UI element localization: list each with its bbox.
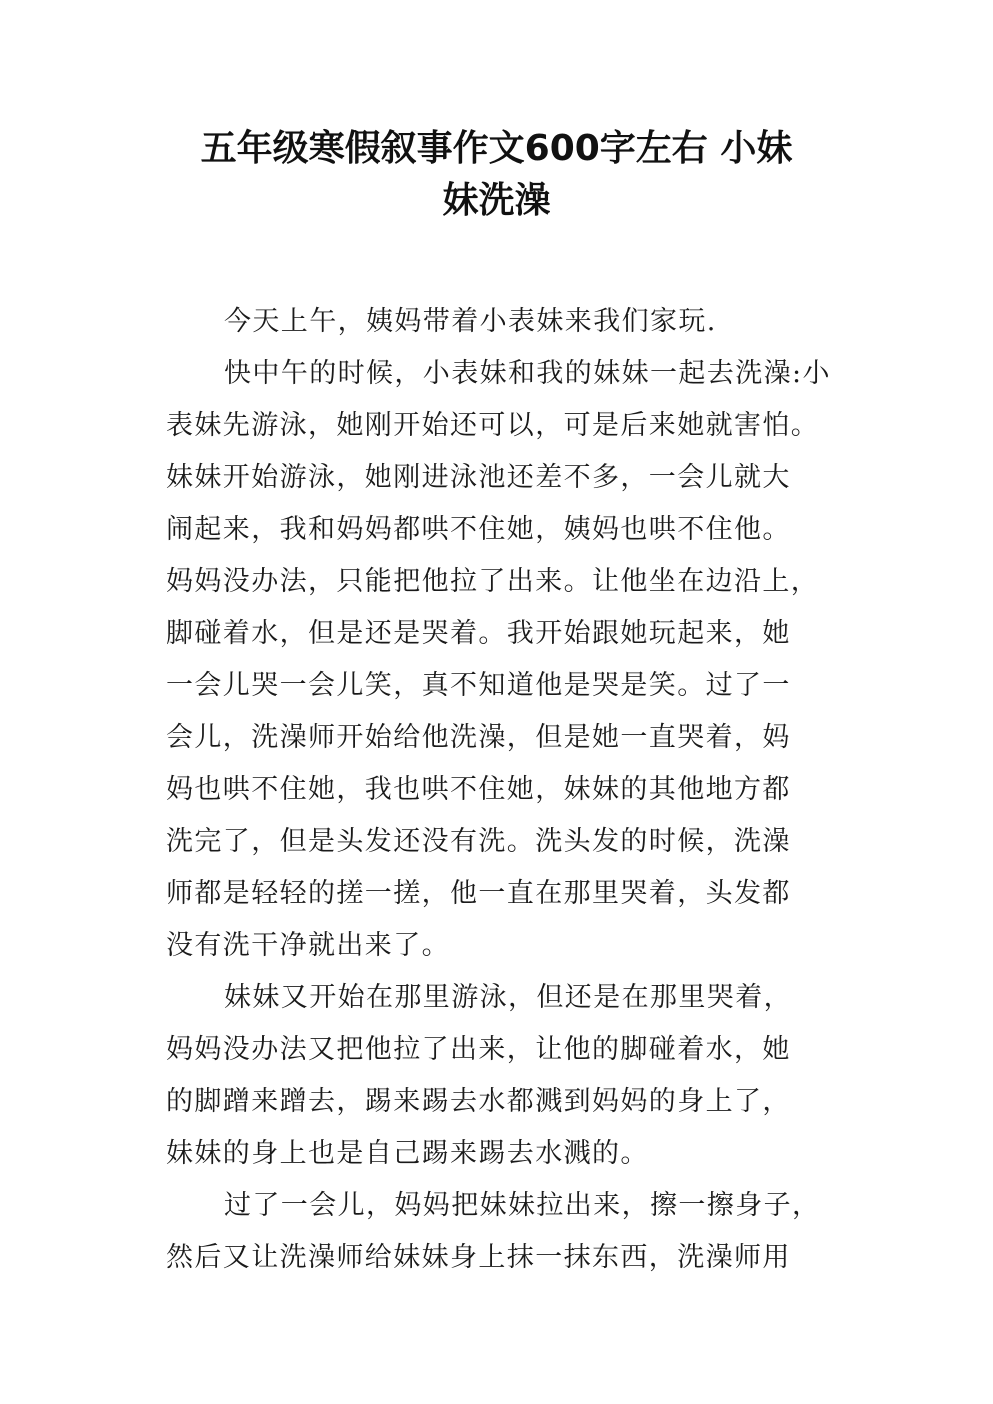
- document-title-line-2: 妹洗澡: [442, 180, 551, 221]
- body-line: 没有洗干净就出来了。: [166, 930, 450, 961]
- body-line: 一会儿哭一会儿笑，真不知道他是哭是笑。过了一: [166, 670, 791, 701]
- body-line: 妹妹又开始在那里游泳，但还是在那里哭着，: [224, 982, 792, 1013]
- body-line: 妈也哄不住她，我也哄不住她，妹妹的其他地方都: [166, 774, 791, 805]
- body-line: 脚碰着水，但是还是哭着。我开始跟她玩起来，她: [166, 618, 791, 649]
- body-line: 表妹先游泳，她刚开始还可以，可是后来她就害怕。: [166, 410, 820, 441]
- body-line: 快中午的时候，小表妹和我的妹妹一起去洗澡:小: [224, 358, 831, 389]
- body-line: 今天上午，姨妈带着小表妹来我们家玩.: [224, 306, 717, 337]
- body-line: 闹起来，我和妈妈都哄不住她，姨妈也哄不住他。: [166, 514, 791, 545]
- body-line: 妹妹的身上也是自己踢来踢去水溅的。: [166, 1138, 649, 1169]
- body-line: 会儿，洗澡师开始给他洗澡，但是她一直哭着，妈: [166, 722, 791, 753]
- body-line: 妹妹开始游泳，她刚进泳池还差不多，一会儿就大: [166, 462, 791, 493]
- body-line: 师都是轻轻的搓一搓，他一直在那里哭着，头发都: [166, 878, 791, 909]
- document-title-line-1: 五年级寒假叙事作文600字左右 小妹: [200, 128, 793, 169]
- body-line: 洗完了，但是头发还没有洗。洗头发的时候，洗澡: [166, 826, 791, 857]
- body-line: 然后又让洗澡师给妹妹身上抹一抹东西，洗澡师用: [166, 1242, 791, 1273]
- body-line: 妈妈没办法，只能把他拉了出来。让他坐在边沿上，: [166, 566, 820, 597]
- body-line: 的脚蹭来蹭去，踢来踢去水都溅到妈妈的身上了，: [166, 1086, 791, 1117]
- body-line: 妈妈没办法又把他拉了出来，让他的脚碰着水，她: [166, 1034, 791, 1065]
- body-line: 过了一会儿，妈妈把妹妹拉出来，擦一擦身子，: [224, 1190, 821, 1221]
